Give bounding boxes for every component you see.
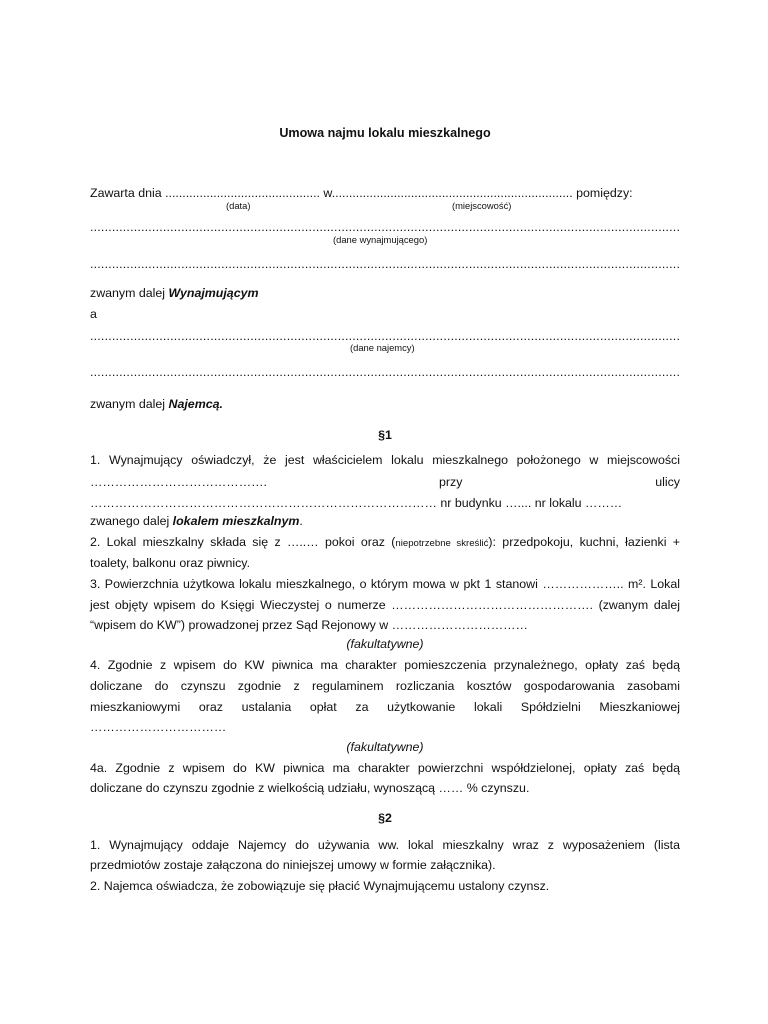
s1-p4-line-2: doliczane do czynszu zgodnie z regulaminem rozliczania kosztów gospodarowania zasobami (90, 679, 680, 693)
landlord-data-line-1: .................................................................................................................................................................. (90, 220, 680, 234)
landlord-term: Wynajmującym (168, 286, 259, 300)
tenant-data-line-2: .................................................................................................................................................................. (90, 365, 680, 379)
flat-term: lokalem mieszkalnym (172, 514, 300, 528)
section-2-heading: §2 (378, 811, 392, 825)
caption-landlord-data: (dane wynajmującego) (333, 234, 428, 245)
s1-p4-line-3: mieszkaniowymi oraz ustalania opłat za użytkowanie lokali Spółdzielni Mieszkaniowej (90, 700, 680, 714)
caption-date: (data) (226, 200, 251, 211)
s1-p3-line-3: “wpisem do KW”) prowadzonej przez Sąd Rejonowy w …………………………… (90, 618, 528, 632)
s1-p1-line-4: zwanego dalej lokalem mieszkalnym. (90, 514, 303, 528)
tenant-named-line (90, 397, 680, 412)
locality-blank: ……………………………………. (90, 475, 267, 489)
s2-p1-line-2: przedmiotów zostaje załączona do niniejszej umowy w formie załącznika). (90, 858, 496, 872)
named-prefix: zwanym dalej (90, 397, 169, 411)
s1-p4a-line-2: doliczane do czynszu zgodnie z wielkością udziału, wynoszącą …… % czynszu. (90, 781, 530, 795)
contract-date-place-line: Zawarta dnia ............................................. w...................................................................... pomiędzy: (90, 186, 633, 200)
named-prefix: zwanym dalej (90, 286, 169, 300)
s1-p4-line-1: 4. Zgodnie z wpisem do KW piwnica ma charakter pomieszczenia przynależnego, opłaty zaś będą (90, 658, 680, 672)
optional-label-1: (fakultatywne) (346, 637, 424, 651)
s2-p1-line-1: 1. Wynajmujący oddaje Najemcy do używania ww. lokal mieszkalny wraz z wyposażeniem (lista (90, 838, 680, 852)
s1-p1-line-1: 1. Wynajmujący oświadczył, że jest właścicielem lokalu mieszkalnego położonego w miejscowości (90, 453, 680, 467)
optional-label-2: (fakultatywne) (346, 740, 424, 754)
s2-p2-line-1: 2. Najemca oświadcza, że zobowiązuje się płacić Wynajmującemu ustalony czynsz. (90, 879, 550, 893)
s1-p2-line-1: 2. Lokal mieszkalny składa się z …..… pokoi oraz (niepotrzebne skreślić): przedpokoju, kuchni, łazienki + (90, 535, 681, 549)
przy-word: przy (439, 475, 463, 489)
s1-p1-line-3: ………………………………………………………………………… nr budynku ….... nr lokalu ……… (90, 496, 623, 510)
s1-p4-line-4: …………………………… (90, 720, 227, 734)
document-title: Umowa najmu lokalu mieszkalnego (279, 126, 491, 140)
s1-p2-line-2: toalety, balkonu oraz piwnicy. (90, 556, 251, 570)
section-1-heading: §1 (378, 428, 392, 442)
ulicy-word: ulicy (655, 475, 680, 489)
s1-p4a-line-1: 4a. Zgodnie z wpisem do KW piwnica ma charakter powierzchni współdzielonej, opłaty zaś będą (90, 761, 680, 775)
s1-p3-line-1: 3. Powierzchnia użytkowa lokalu mieszkalnego, o którym mowa w pkt 1 stanowi ……………….. m². Lokal (90, 577, 680, 591)
tenant-term: Najemcą. (168, 397, 223, 411)
landlord-data-line-2: .................................................................................................................................................................. (90, 257, 680, 271)
caption-tenant-data: (dane najemcy) (350, 342, 415, 353)
strike-unnecessary-note: niepotrzebne skreślić (395, 538, 489, 549)
landlord-named-line (90, 286, 680, 301)
tenant-data-line-1: .................................................................................................................................................................. (90, 329, 680, 343)
conjunction-a: a (90, 307, 97, 321)
caption-place: (miejscowość) (452, 200, 512, 211)
s1-p3-line-2: jest objęty wpisem do Księgi Wieczystej o numerze …………………………………………. (zwanym dalej (90, 598, 680, 612)
